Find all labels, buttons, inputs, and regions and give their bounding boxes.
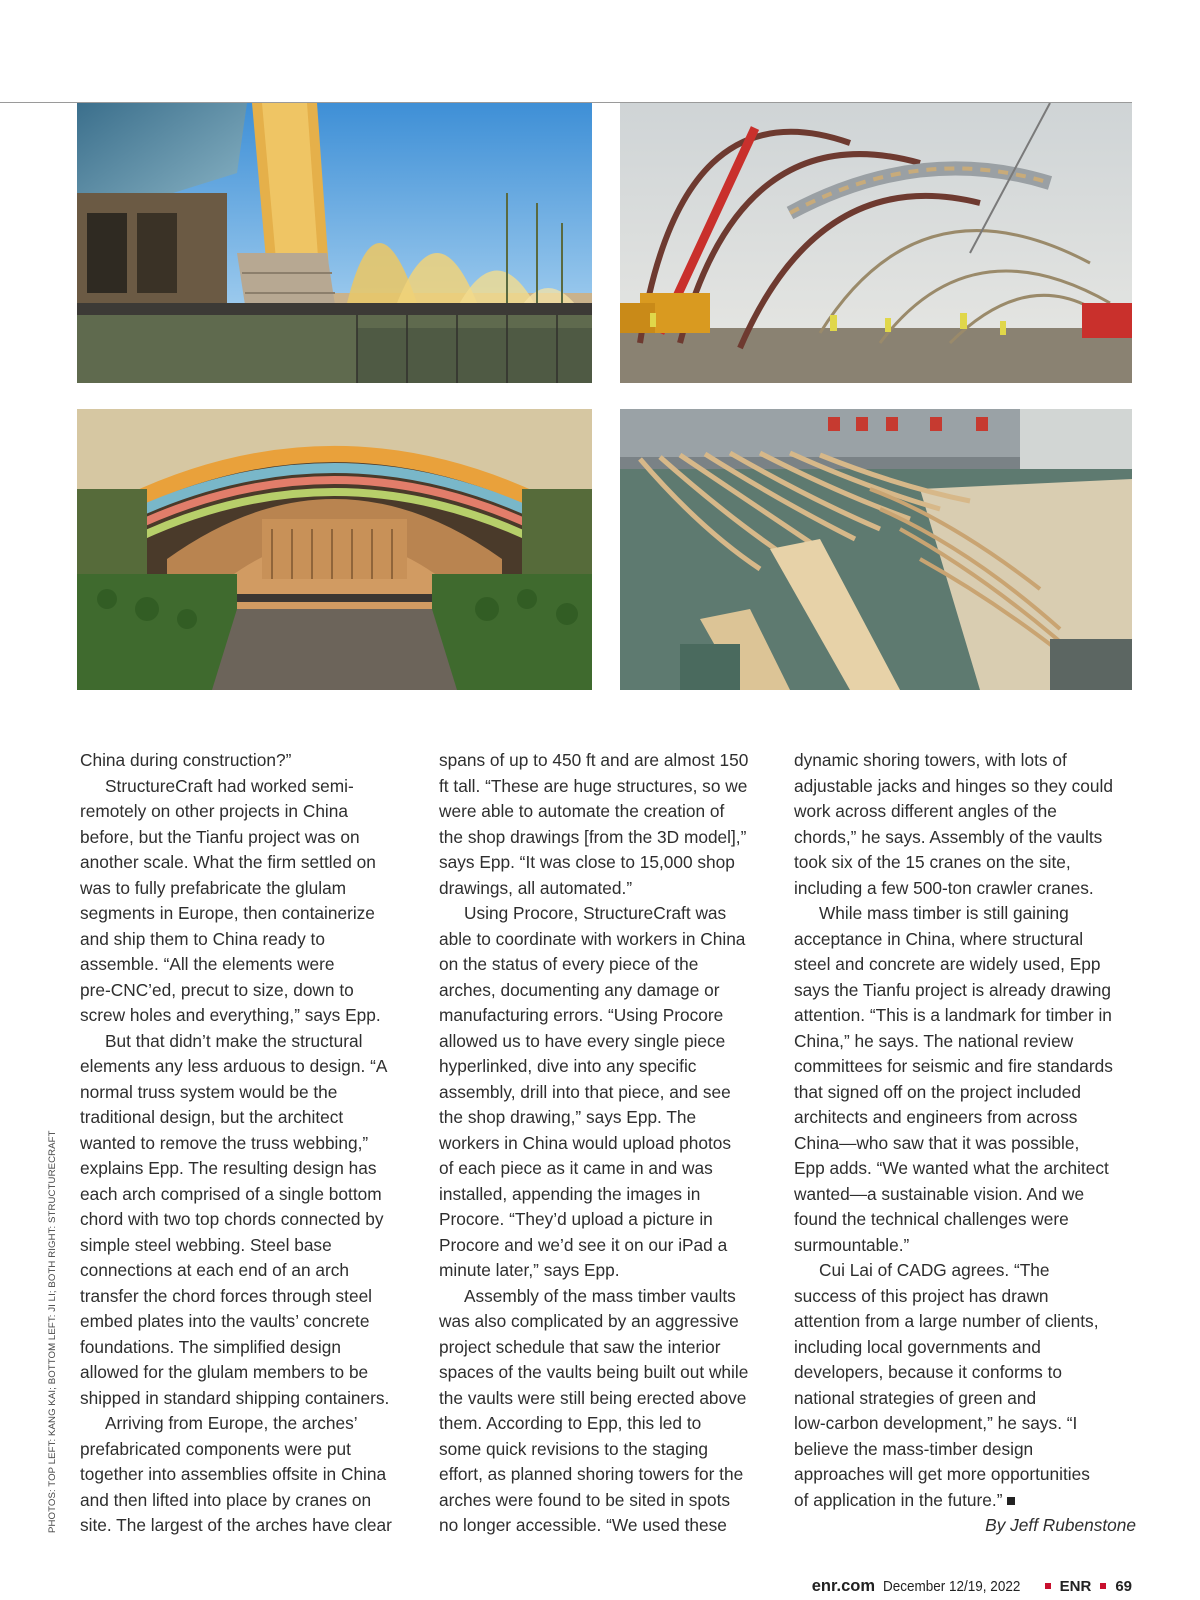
text-line xyxy=(794,1080,1136,1106)
text-line-content: steel and concrete are widely used, Epp xyxy=(794,954,1101,974)
text-line-content: of each piece as it came in and was xyxy=(439,1158,713,1178)
text-line-content: no longer accessible. “We used these xyxy=(439,1515,727,1535)
text-line xyxy=(794,876,1136,902)
text-line-content: wanted—a sustainable vision. And we xyxy=(794,1183,1085,1204)
text-line-content: ft tall. “These are huge structures, so we xyxy=(439,775,748,796)
text-line xyxy=(794,1207,1136,1233)
text-line-content: believe the mass-timber design xyxy=(794,1438,1034,1459)
text-line xyxy=(794,927,1136,953)
text-line-content: including local governments and xyxy=(794,1336,1041,1357)
text-line-content: simple steel webbing. Steel base xyxy=(80,1234,332,1255)
text-line xyxy=(439,1284,775,1310)
text-line-content: before, but the Tianfu project was on xyxy=(80,826,360,847)
text-line-content: Procore. “They’d upload a picture in xyxy=(439,1209,713,1229)
text-line xyxy=(794,1054,1136,1080)
text-line xyxy=(439,799,775,825)
text-line-content: While mass timber is still gaining xyxy=(819,903,1069,923)
text-line xyxy=(439,952,775,978)
text-line-content: China during construction?” xyxy=(80,750,292,770)
text-line xyxy=(794,1488,1136,1514)
text-line-content: foundations. The simplified design xyxy=(80,1336,341,1357)
text-line xyxy=(794,1411,1136,1437)
text-line-content: prefabricated components were put xyxy=(80,1438,351,1459)
photo-crane-lift xyxy=(620,103,1132,383)
text-line xyxy=(80,1080,416,1106)
text-line xyxy=(80,799,416,825)
text-line-content: the shop drawings [from the 3D model],” xyxy=(439,826,747,847)
text-line xyxy=(439,1258,775,1284)
text-line-content: traditional design, but the architect xyxy=(80,1107,344,1127)
text-line xyxy=(439,1437,775,1463)
text-line xyxy=(80,1258,416,1284)
text-line xyxy=(794,748,1136,774)
text-line-content: normal truss system would be the xyxy=(80,1081,338,1102)
text-line xyxy=(794,1386,1136,1412)
page-footer xyxy=(812,1577,1132,1599)
text-line-content: But that didn’t make the structural xyxy=(105,1030,363,1051)
text-line xyxy=(794,774,1136,800)
text-line-content: found the technical challenges were xyxy=(794,1209,1069,1229)
footer-date: December 12/19, 2022 xyxy=(883,1578,1021,1595)
text-line xyxy=(439,1105,775,1131)
footer-separator xyxy=(1100,1583,1106,1589)
text-line-content: dynamic shoring towers, with lots of xyxy=(794,750,1067,770)
text-line-content: allowed us to have every single piece xyxy=(439,1030,726,1051)
text-line-content: was also complicated by an aggressive xyxy=(439,1311,739,1331)
text-line xyxy=(794,1003,1136,1029)
text-line xyxy=(794,1105,1136,1131)
text-line-content: the shop drawing,” says Epp. The xyxy=(439,1107,697,1127)
text-line xyxy=(80,850,416,876)
text-line xyxy=(80,1233,416,1259)
text-line-content: of application in the future.” xyxy=(794,1489,1003,1510)
text-line xyxy=(439,1207,775,1233)
text-line-content: attention. “This is a landmark for timber in xyxy=(794,1005,1112,1025)
text-line-content: manufacturing errors. “Using Procore xyxy=(439,1005,724,1025)
text-line xyxy=(439,748,775,774)
text-line xyxy=(439,1233,775,1259)
text-line xyxy=(80,876,416,902)
text-line xyxy=(794,850,1136,876)
text-line-content: and then lifted into place by cranes on xyxy=(80,1489,372,1510)
text-line xyxy=(439,1029,775,1055)
text-line xyxy=(794,901,1136,927)
article-column-3 xyxy=(794,748,1136,1539)
text-line-content: Epp adds. “We wanted what the architect xyxy=(794,1158,1109,1178)
text-line-content: Arriving from Europe, the arches’ xyxy=(105,1413,358,1433)
text-line-content: Assembly of the mass timber vaults xyxy=(464,1285,736,1306)
text-line xyxy=(794,1335,1136,1361)
text-line-content: arches, documenting any damage or xyxy=(439,979,720,1000)
text-line-content: Using Procore, StructureCraft was xyxy=(464,903,727,923)
text-line-content: wanted to remove the truss webbing,” xyxy=(80,1132,369,1153)
text-line xyxy=(439,1513,775,1539)
text-line xyxy=(439,1080,775,1106)
text-line xyxy=(439,876,775,902)
text-line xyxy=(794,978,1136,1004)
text-line xyxy=(794,1309,1136,1335)
text-line xyxy=(794,825,1136,851)
text-line xyxy=(80,774,416,800)
text-line xyxy=(80,1462,416,1488)
text-line xyxy=(80,1105,416,1131)
article-column-1 xyxy=(80,748,416,1539)
text-line-content: committees for seismic and fire standards xyxy=(794,1056,1113,1076)
text-line-content: spaces of the vaults being built out while xyxy=(439,1362,749,1382)
text-line xyxy=(439,1386,775,1412)
text-line xyxy=(439,1182,775,1208)
text-line xyxy=(439,978,775,1004)
text-line-content: arches were found to be sited in spots xyxy=(439,1489,731,1510)
byline: By Jeff Rubenstone xyxy=(985,1515,1136,1535)
text-line xyxy=(439,1488,775,1514)
text-line xyxy=(794,1437,1136,1463)
text-line xyxy=(439,1411,775,1437)
footer-magazine: ENR xyxy=(1059,1578,1092,1595)
text-line xyxy=(80,1335,416,1361)
text-line-content: success of this project has drawn xyxy=(794,1285,1049,1306)
text-line xyxy=(80,952,416,978)
text-line xyxy=(80,1488,416,1514)
text-line xyxy=(439,1309,775,1335)
text-line xyxy=(794,1233,1136,1259)
text-line xyxy=(794,952,1136,978)
text-line xyxy=(80,825,416,851)
text-line-content: says Epp. “It was close to 15,000 shop xyxy=(439,852,735,872)
text-line-content: attention from a large number of clients, xyxy=(794,1311,1099,1331)
text-line-content: StructureCraft had worked semi- xyxy=(105,775,354,796)
text-line-content: able to coordinate with workers in China xyxy=(439,928,746,949)
text-line-content: minute later,” says Epp. xyxy=(439,1260,620,1280)
text-line xyxy=(439,1462,775,1488)
text-line-content: China—who saw that it was possible, xyxy=(794,1132,1080,1153)
text-line-content: assemble. “All the elements were xyxy=(80,954,335,974)
text-line-content: pre-CNC’ed, precut to size, down to xyxy=(80,979,354,1000)
text-line-content: national strategies of green and xyxy=(794,1387,1037,1408)
text-line xyxy=(794,1131,1136,1157)
end-mark xyxy=(1007,1497,1015,1505)
text-line-content: transfer the chord forces through steel xyxy=(80,1285,373,1306)
text-line-content: acceptance in China, where structural xyxy=(794,928,1084,949)
text-line-content: shipped in standard shipping containers. xyxy=(80,1387,390,1408)
text-line xyxy=(80,1437,416,1463)
text-line-content: was to fully prefabricate the glulam xyxy=(80,877,347,898)
text-line xyxy=(80,1156,416,1182)
text-line-content: on the status of every piece of the xyxy=(439,954,699,974)
text-line-content: were able to automate the creation of xyxy=(439,801,725,821)
text-line-content: effort, as planned shoring towers for the xyxy=(439,1464,744,1484)
text-line-content: assembly, drill into that piece, and see xyxy=(439,1081,731,1102)
text-line xyxy=(80,1411,416,1437)
text-line-content: spans of up to 450 ft and are almost 150 xyxy=(439,750,749,770)
text-line-content: including a few 500-ton crawler cranes. xyxy=(794,877,1094,898)
text-line-content: remotely on other projects in China xyxy=(80,801,348,821)
text-line-content: developers, because it conforms to xyxy=(794,1362,1063,1382)
text-line-content: took six of the 15 cranes on the site, xyxy=(794,852,1071,872)
text-line xyxy=(794,1360,1136,1386)
text-line-content: drawings, all automated.” xyxy=(439,877,633,898)
text-line xyxy=(794,1182,1136,1208)
text-line xyxy=(80,1360,416,1386)
text-line xyxy=(794,1156,1136,1182)
text-line xyxy=(439,850,775,876)
text-line xyxy=(80,1182,416,1208)
text-line xyxy=(439,1335,775,1361)
text-line xyxy=(80,1207,416,1233)
text-line xyxy=(794,1258,1136,1284)
text-line xyxy=(439,1360,775,1386)
text-line-content: together into assemblies offsite in China xyxy=(80,1464,387,1484)
text-line xyxy=(439,1054,775,1080)
text-line-content: Cui Lai of CADG agrees. “The xyxy=(819,1260,1050,1280)
text-line-content: another scale. What the firm settled on xyxy=(80,852,376,872)
text-line xyxy=(80,927,416,953)
text-line-content: segments in Europe, then containerize xyxy=(80,903,375,923)
text-line xyxy=(439,774,775,800)
text-line xyxy=(80,1284,416,1310)
text-line-content: project schedule that saw the interior xyxy=(439,1336,721,1357)
text-line-content: says the Tianfu project is already drawing xyxy=(794,979,1111,1000)
photo-credit: PHOTOS: TOP LEFT: KANG KAI; BOTTOM LEFT: JI LI; BOTH RIGHT: STRUCTURECRAFT xyxy=(47,1130,58,1533)
text-line xyxy=(794,1029,1136,1055)
page-number: 69 xyxy=(1115,1578,1132,1595)
text-line-content: some quick revisions to the staging xyxy=(439,1438,708,1459)
text-line-content: that signed off on the project included xyxy=(794,1081,1081,1102)
text-line-content: screw holes and everything,” says Epp. xyxy=(80,1005,381,1025)
text-line-content: chord with two top chords connected by xyxy=(80,1209,384,1229)
photo-exterior-vaults xyxy=(77,103,592,383)
text-line-content: and ship them to China ready to xyxy=(80,928,325,949)
text-line-content: Procore and we’d see it on our iPad a xyxy=(439,1234,728,1255)
text-line xyxy=(80,1513,416,1539)
text-line-content: hyperlinked, dive into any specific xyxy=(439,1056,697,1076)
text-line xyxy=(439,1003,775,1029)
text-line xyxy=(439,1156,775,1182)
text-line-content: elements any less arduous to design. “A xyxy=(80,1056,388,1076)
text-line xyxy=(439,927,775,953)
text-line xyxy=(439,825,775,851)
text-line xyxy=(80,1003,416,1029)
text-line xyxy=(80,1309,416,1335)
text-line-content: installed, appending the images in xyxy=(439,1183,701,1204)
text-line-content: architects and engineers from across xyxy=(794,1107,1078,1127)
text-line xyxy=(80,978,416,1004)
text-line xyxy=(794,1284,1136,1310)
text-line-content: workers in China would upload photos xyxy=(439,1132,732,1153)
text-line xyxy=(794,1462,1136,1488)
text-line-content: them. According to Epp, this led to xyxy=(439,1413,702,1433)
text-line xyxy=(80,748,416,774)
text-line-content: embed plates into the vaults’ concrete xyxy=(80,1311,370,1331)
text-line-content: China,” he says. The national review xyxy=(794,1030,1074,1051)
footer-separator xyxy=(1045,1583,1051,1589)
text-line-content: surmountable.” xyxy=(794,1234,910,1255)
text-line xyxy=(439,901,775,927)
text-line-content: allowed for the glulam members to be xyxy=(80,1362,369,1382)
article-column-2 xyxy=(439,748,775,1539)
text-line xyxy=(80,1386,416,1412)
text-line xyxy=(80,1054,416,1080)
text-line-content: connections at each end of an arch xyxy=(80,1260,350,1280)
text-line-content: site. The largest of the arches have clear xyxy=(80,1515,392,1535)
text-line-content: explains Epp. The resulting design has xyxy=(80,1158,377,1178)
photo-glulam-factory xyxy=(620,409,1132,690)
text-line-content: approaches will get more opportunities xyxy=(794,1464,1090,1484)
text-line-content: the vaults were still being erected above xyxy=(439,1387,747,1408)
text-line-content: chords,” he says. Assembly of the vaults xyxy=(794,826,1103,847)
text-line-content: each arch comprised of a single bottom xyxy=(80,1183,382,1204)
text-line-content: work across different angles of the xyxy=(794,801,1057,821)
footer-site[interactable]: enr.com xyxy=(811,1577,876,1595)
text-line-content: low-carbon development,” he says. “I xyxy=(794,1413,1078,1433)
text-line-content: adjustable jacks and hinges so they could xyxy=(794,775,1113,796)
photo-interior-vault xyxy=(77,409,592,690)
text-line xyxy=(80,1029,416,1055)
text-line xyxy=(80,901,416,927)
text-line xyxy=(439,1131,775,1157)
text-line xyxy=(80,1131,416,1157)
text-line xyxy=(794,799,1136,825)
